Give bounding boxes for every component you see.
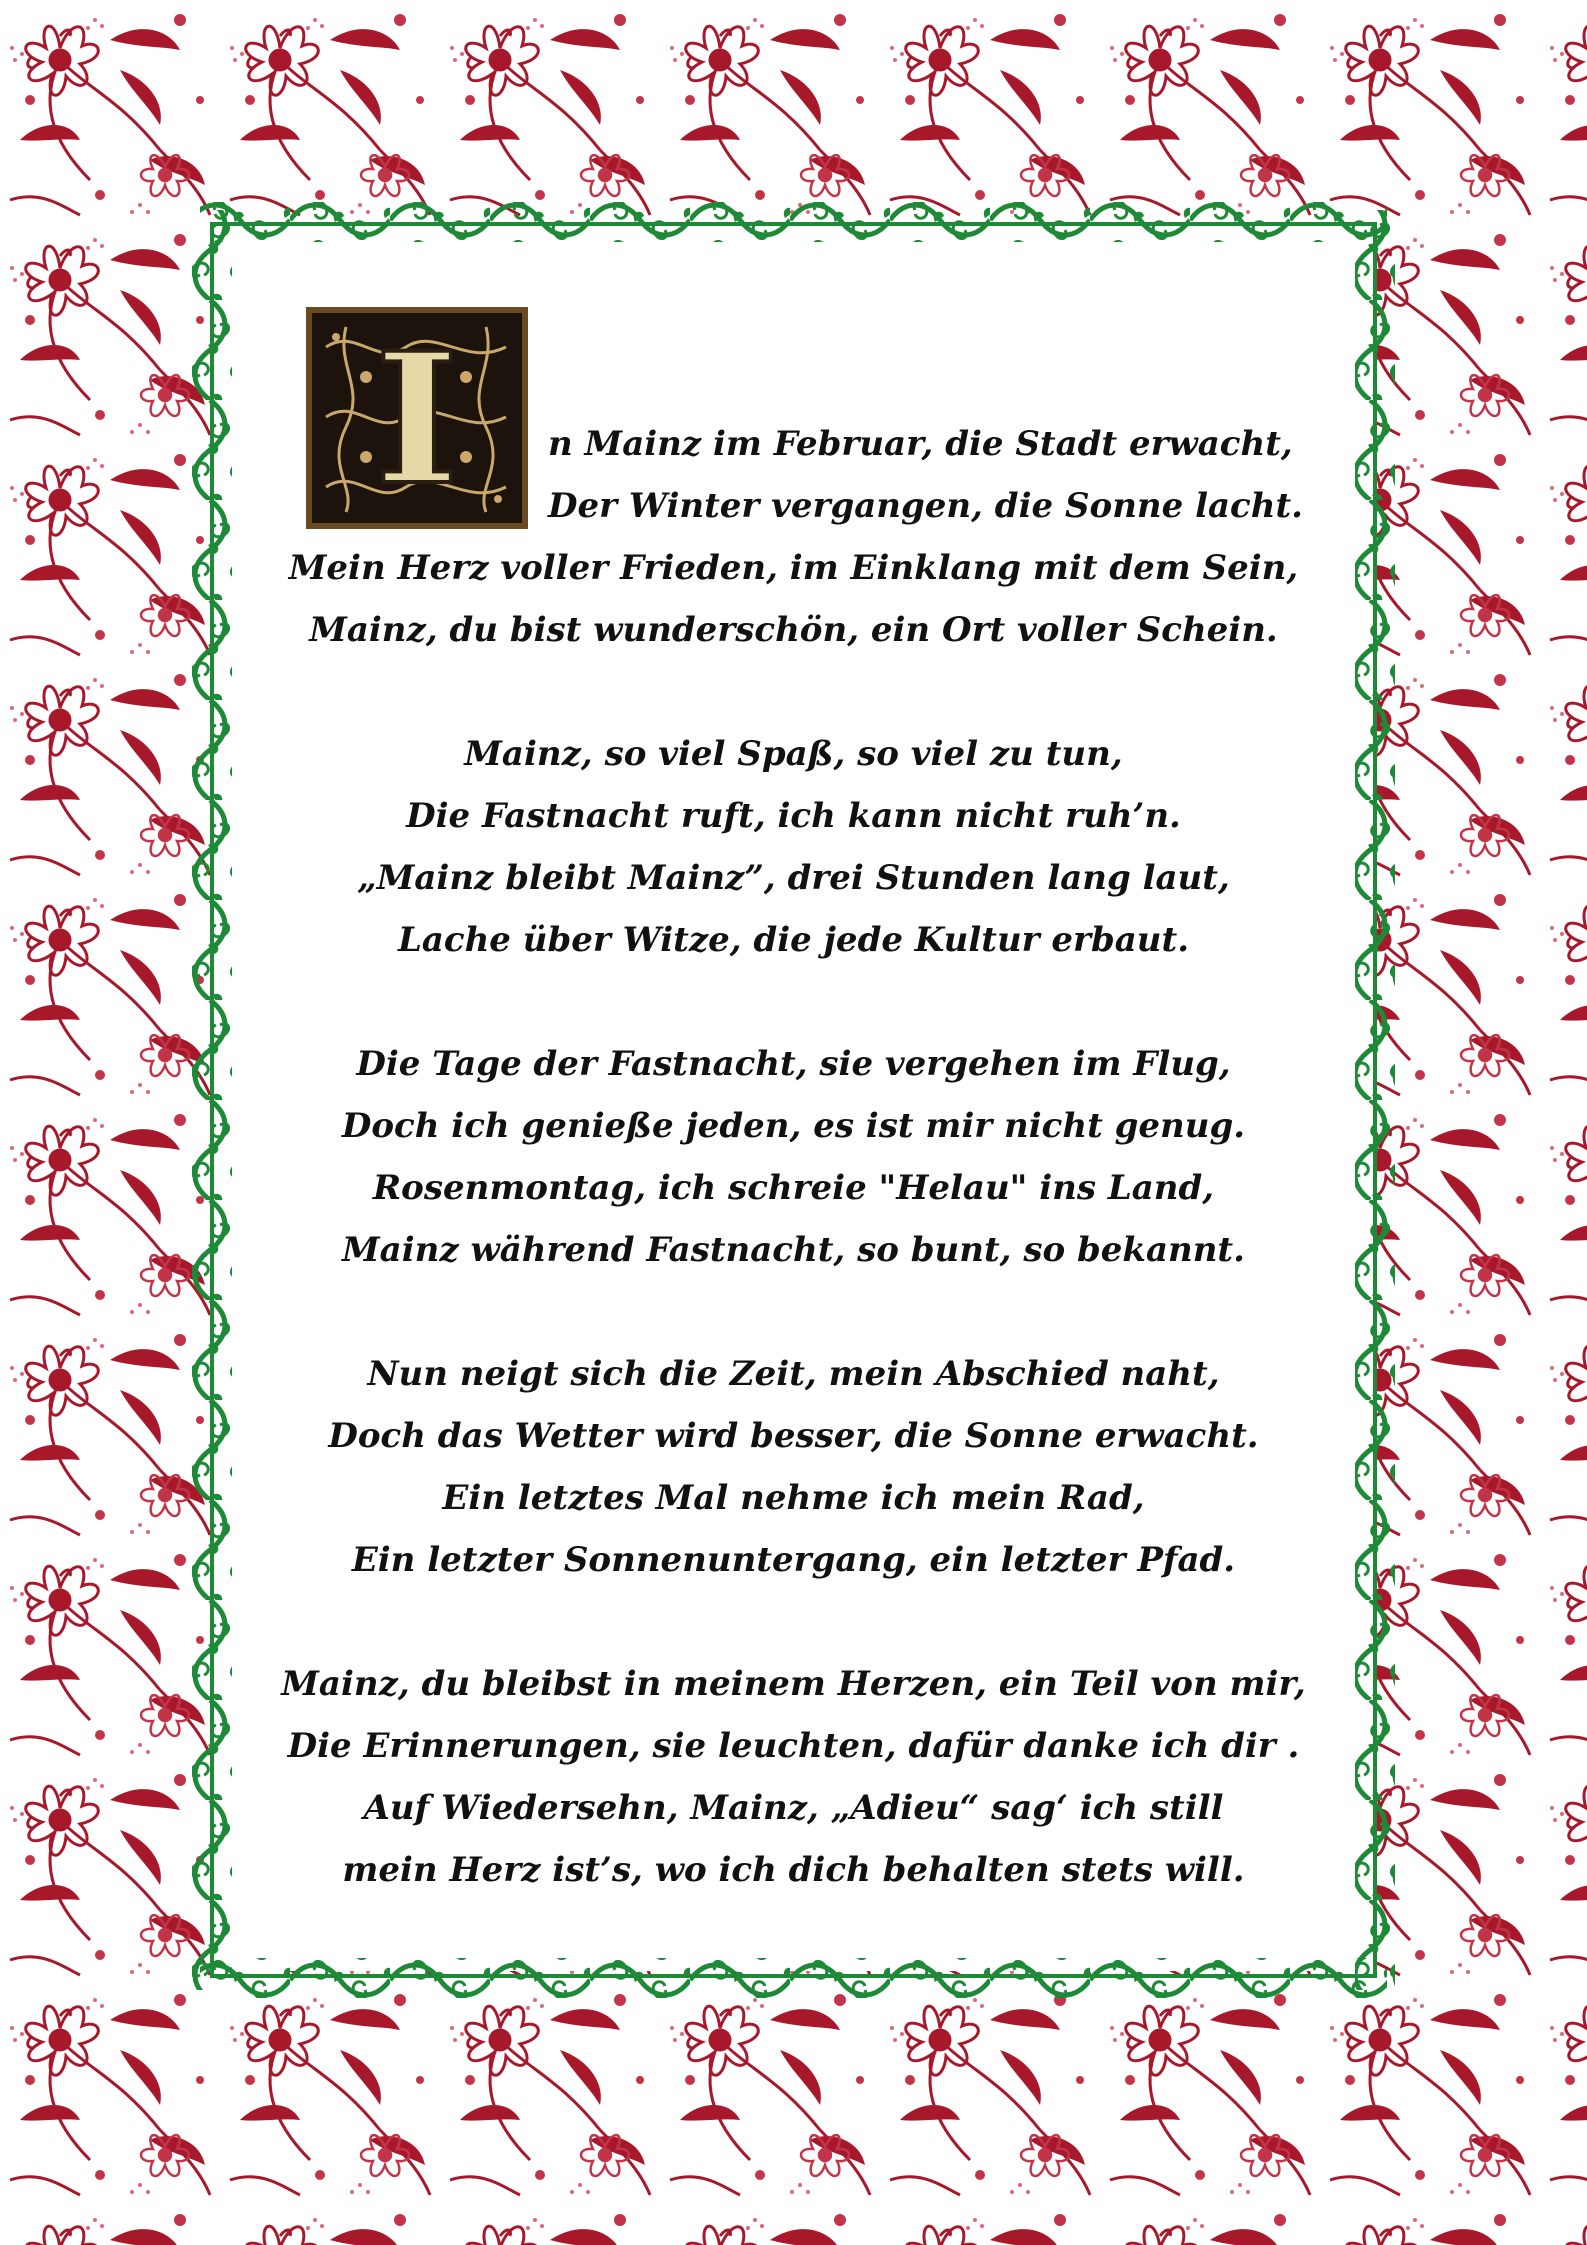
poem-line: mein Herz ist’s, wo ich dich behalten stets will. (342, 1850, 1245, 1890)
stanza-5 (212, 1653, 1375, 1901)
poem-line: Mein Herz voller Frieden, im Einklang mit dem Sein, (288, 548, 1299, 588)
poem-line: „Mainz bleibt Mainz”, drei Stunden lang laut, (357, 858, 1230, 898)
poem-line: Nun neigt sich die Zeit, mein Abschied naht, (367, 1354, 1220, 1394)
poem-line: Doch das Wetter wird besser, die Sonne erwacht. (328, 1416, 1259, 1456)
initial-letter: I (374, 314, 460, 525)
stanza-4 (212, 1343, 1375, 1591)
poem-line: Die Erinnerungen, sie leuchten, dafür danke ich dir . (287, 1726, 1300, 1766)
stanza-2 (212, 723, 1375, 971)
poem-line: n Mainz im Februar, die Stadt erwacht, (548, 424, 1293, 464)
poem-line: Ein letzter Sonnenuntergang, ein letzter Pfad. (351, 1540, 1236, 1580)
poem-line: Lache über Witze, die jede Kultur erbaut. (397, 920, 1190, 960)
stanza-3 (212, 1033, 1375, 1281)
poem-line: Doch ich genieße jeden, es ist mir nicht genug. (341, 1106, 1246, 1146)
poem-line: Die Fastnacht ruft, ich kann nicht ruh’n. (406, 796, 1181, 836)
ornamented-initial-letter (306, 307, 528, 529)
poem-line: Ein letztes Mal nehme ich mein Rad, (442, 1478, 1145, 1518)
poem-line: Auf Wiedersehn, Mainz, „Adieu“ sag‘ ich still (363, 1788, 1224, 1828)
poem-line: Die Tage der Fastnacht, sie vergehen im Flug, (356, 1044, 1231, 1084)
stanza-1-rest (212, 537, 1375, 661)
poem-line: Der Winter vergangen, die Sonne lacht. (548, 486, 1304, 526)
poem-line: Mainz, so viel Spaß, so viel zu tun, (464, 734, 1123, 774)
poem-body (212, 537, 1375, 1963)
poem-line: Mainz, du bleibst in meinem Herzen, ein Teil von mir, (281, 1664, 1306, 1704)
poem-line: Mainz, du bist wunderschön, ein Ort voller Schein. (309, 610, 1278, 650)
poem-line: Rosenmontag, ich schreie "Helau" ins Land, (372, 1168, 1215, 1208)
poem-line: Mainz während Fastnacht, so bunt, so bekannt. (342, 1230, 1245, 1270)
stanza-1-opening (530, 413, 1304, 537)
